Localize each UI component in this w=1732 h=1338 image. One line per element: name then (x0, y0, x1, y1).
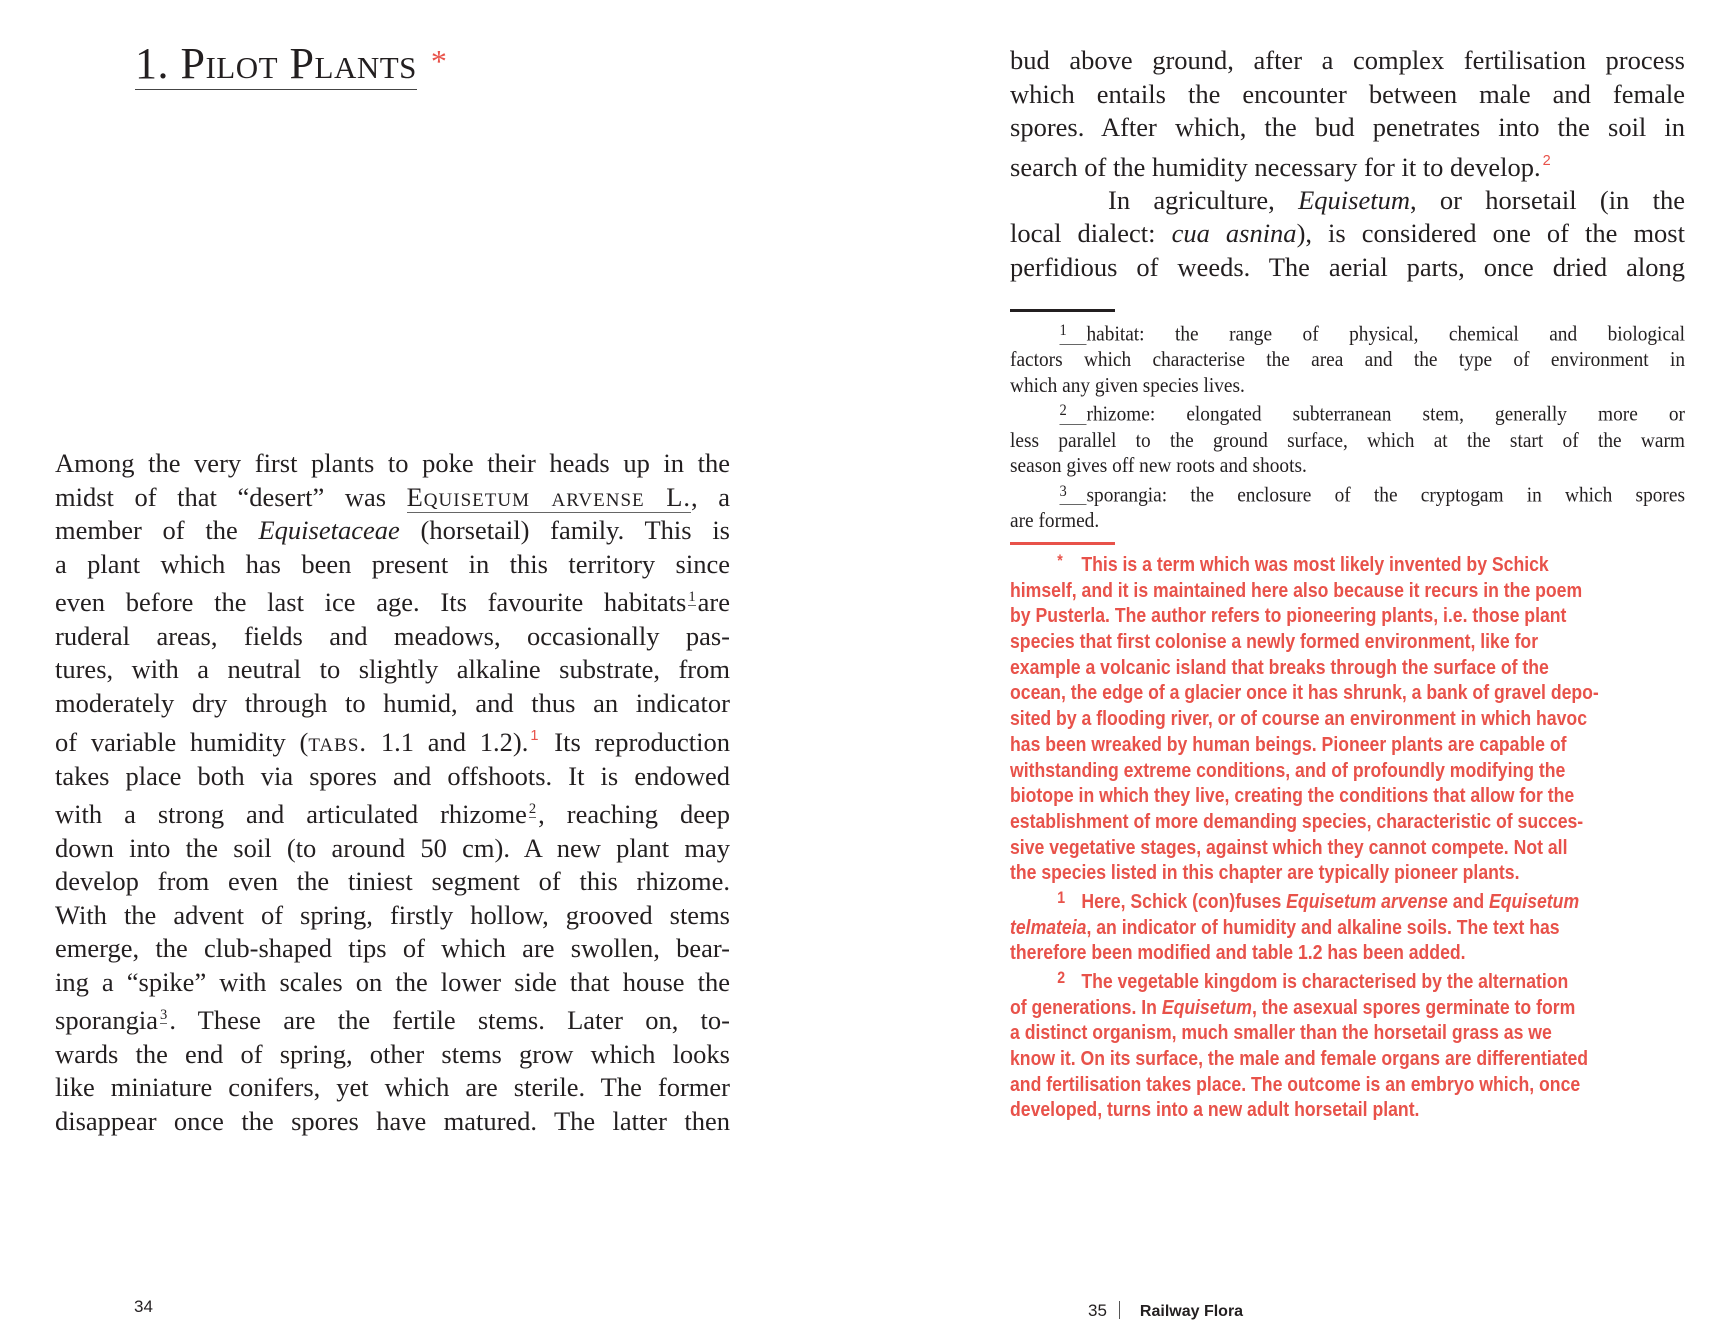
text-line (1010, 835, 1685, 861)
text-segment: disappear once the spores have matured. The latter then (55, 1105, 730, 1136)
text-segment: Equisetum (1298, 184, 1410, 215)
text-segment: and (1447, 889, 1489, 913)
text-line (55, 899, 730, 933)
text-segment: Equisetaceae (258, 515, 400, 545)
text-line (1010, 966, 1685, 995)
text-line (1010, 145, 1685, 184)
text-line (1010, 886, 1685, 915)
editor-note-marker[interactable]: * (430, 43, 448, 79)
text-segment: tures, with a neutral to slightly alkaline substrate, from (55, 654, 730, 685)
text-line (55, 932, 730, 966)
text-line (55, 832, 730, 866)
text-line (55, 447, 730, 481)
text-line (1010, 603, 1685, 629)
text-line (1010, 1072, 1685, 1098)
text-line (1010, 655, 1685, 681)
note-number: * (1057, 552, 1063, 570)
text-segment: , or horsetail (in the (1409, 184, 1685, 215)
text-segment: With the advent of spring, firstly hollow, grooved stems (55, 899, 730, 930)
text-segment: therefore been modified and table 1.2 has been added. (1010, 941, 1466, 965)
note-number: 1 (1060, 318, 1087, 345)
text-segment: midst of that “desert” was (55, 481, 407, 512)
text-line (1010, 251, 1685, 285)
text-line (1010, 44, 1685, 78)
text-line (55, 793, 730, 832)
text-line (1010, 111, 1685, 145)
text-line (1010, 508, 1685, 534)
footnote-ref[interactable]: 3 (160, 1007, 168, 1024)
text-segment: species that first colonise a newly formed environment, like for (1010, 630, 1539, 654)
text-line (1010, 629, 1685, 655)
note-number: 2 (1057, 969, 1066, 988)
footnote-ref[interactable]: 1 (530, 728, 539, 745)
text-line (55, 720, 730, 759)
text-segment: by Pusterla. The author refers to pioneering plants, i.e. those plant (1010, 604, 1567, 628)
chapter-title (135, 38, 447, 89)
text-segment: takes place both via spores and offshoots. It is endowed (55, 760, 730, 791)
text-segment: sporangia (55, 1005, 159, 1036)
text-line (1010, 809, 1685, 835)
page-footer-right (1088, 1301, 1243, 1321)
text-segment: habitat: the range of physical, chemical and biological (1086, 321, 1685, 346)
right-body-text (1010, 44, 1685, 284)
text-segment: and fertilisation takes place. The outcome is an embryo which, once (1010, 1072, 1581, 1096)
footnote-ref[interactable]: 2 (1542, 152, 1551, 169)
text-segment: ), is considered one of the most (1296, 218, 1685, 249)
text-line (1010, 1046, 1685, 1072)
chapter-title-text: 1. Pilot Plants (135, 39, 417, 88)
text-line (1010, 860, 1685, 886)
text-segment: sive vegetative stages, against which they cannot compete. Not all (1010, 835, 1568, 859)
text-line (1010, 549, 1685, 578)
text-segment: local dialect: (1010, 218, 1172, 249)
text-segment: are (697, 587, 730, 618)
text-line (1010, 453, 1685, 479)
text-segment: ing a “spike” with scales on the lower side that house the (55, 966, 730, 997)
text-line (55, 687, 730, 721)
text-line (55, 999, 730, 1038)
text-line (55, 620, 730, 654)
text-segment: a distinct organism, much smaller than the horsetail grass as we (1010, 1021, 1552, 1045)
text-segment: (horsetail) family. This is (399, 515, 730, 545)
text-line (1010, 1020, 1685, 1046)
text-line (55, 1105, 730, 1139)
page-number-left: 34 (134, 1297, 153, 1316)
text-line (1010, 680, 1685, 706)
text-segment: perfidious of weeds. The aerial parts, once dried along (1010, 251, 1685, 282)
text-line (55, 481, 730, 515)
page-number-right: 35 (1088, 1301, 1107, 1320)
text-segment: wards the end of spring, other stems grow which looks (55, 1038, 730, 1069)
text-line (55, 760, 730, 794)
footer-separator (1119, 1301, 1120, 1319)
text-segment: of variable humidity ( (55, 727, 309, 758)
text-line (55, 865, 730, 899)
note-number: 1 (1057, 889, 1066, 908)
footnotes (1010, 318, 1685, 534)
text-line (1010, 732, 1685, 758)
text-line (1010, 940, 1685, 966)
footnote-divider (1010, 309, 1115, 312)
text-segment: has been wreaked by human beings. Pioneer plants are capable of (1010, 732, 1567, 756)
text-segment: with a strong and articulated rhizome (55, 799, 527, 830)
text-line (1010, 1097, 1685, 1123)
text-segment: 1.1 and 1.2). (367, 727, 529, 758)
text-segment: biotope in which they live, creating the conditions that allow for the (1010, 784, 1575, 808)
text-line (55, 1071, 730, 1105)
text-segment: of generations. In (1010, 995, 1162, 1019)
text-segment: are formed. (1010, 508, 1100, 533)
text-segment: down into the soil (to around 50 cm). A new plant may (55, 832, 730, 863)
note-number: 2 (1060, 398, 1087, 425)
text-line (1010, 995, 1685, 1021)
text-segment: , a (691, 481, 730, 512)
text-segment: himself, and it is maintained here also because it recurs in the poem (1010, 578, 1583, 602)
text-segment: The vegetable kingdom is characterised by the alternation (1081, 969, 1569, 993)
text-line (1010, 78, 1685, 112)
text-segment: tabs. (308, 727, 368, 758)
text-segment: know it. On its surface, the male and female organs are differentiated (1010, 1047, 1589, 1071)
text-segment: a plant which has been present in this territory since (55, 548, 730, 579)
text-segment: rhizome: elongated subterranean stem, generally more or (1086, 402, 1685, 427)
text-line (55, 548, 730, 582)
text-segment: member of the (55, 515, 259, 545)
editor-notes (1010, 549, 1685, 1123)
text-segment: Its reproduction (540, 727, 730, 758)
text-line (1010, 347, 1685, 373)
editor-notes-divider (1010, 542, 1115, 545)
text-segment: which entails the encounter between male and female (1010, 78, 1685, 109)
text-segment: sporangia: the enclosure of the cryptogam in which spores (1086, 482, 1685, 507)
text-segment: ocean, the edge of a glacier once it has shrunk, a bank of gravel depo- (1010, 681, 1599, 705)
text-segment: emerge, the club-shaped tips of which are swollen, bear- (55, 933, 730, 964)
text-segment: Among the very first plants to poke their heads up in the (55, 448, 730, 478)
text-segment: bud above ground, after a complex fertilisation process (1010, 45, 1685, 75)
text-segment: the species listed in this chapter are typically pioneer plants. (1010, 861, 1520, 885)
text-segment: even before the last ice age. Its favourite habitats (55, 587, 687, 618)
text-segment: develop from even the tiniest segment of this rhizome. (55, 866, 730, 897)
text-segment: , the asexual spores germinate to form (1251, 995, 1576, 1019)
text-segment: search of the humidity necessary for it to develop. (1010, 151, 1541, 182)
text-line (1010, 373, 1685, 399)
text-line (1010, 428, 1685, 454)
footnote-ref[interactable]: 2 (528, 801, 537, 818)
text-segment: This is a term which was most likely invented by Schick (1081, 552, 1549, 576)
text-line (1010, 783, 1685, 809)
text-segment: factors which characterise the area and the type of environment in (1010, 347, 1685, 372)
text-segment: Equisetum (1488, 889, 1580, 913)
footnote-ref[interactable]: 1 (688, 589, 696, 605)
text-line (1010, 706, 1685, 732)
text-line (55, 653, 730, 687)
text-segment: like miniature conifers, yet which are sterile. The former (55, 1072, 730, 1103)
text-segment: Equisetum arvense L. (406, 481, 692, 512)
text-line (55, 1038, 730, 1072)
text-line (1010, 318, 1685, 347)
text-segment: telmateia (1010, 915, 1087, 939)
text-segment: which any given species lives. (1010, 372, 1245, 397)
text-segment: , reaching deep (538, 799, 730, 830)
text-line (1010, 184, 1685, 218)
text-line (55, 966, 730, 1000)
text-line (1010, 217, 1685, 251)
text-segment: ruderal areas, fields and meadows, occasionally pas- (55, 620, 730, 651)
text-segment: establishment of more demanding species, characteristic of succes- (1010, 809, 1584, 833)
text-line (1010, 398, 1685, 427)
text-line (1010, 758, 1685, 784)
left-body-text (55, 447, 730, 1138)
text-segment: Equisetum arvense (1286, 889, 1448, 913)
text-line (1010, 578, 1685, 604)
text-segment: In agriculture, (1108, 184, 1299, 215)
text-line (55, 514, 730, 548)
text-segment: developed, turns into a new adult horsetail plant. (1010, 1098, 1420, 1122)
text-segment: sited by a flooding river, or of course an environment in which havoc (1010, 707, 1588, 731)
text-segment: Equisetum (1161, 995, 1252, 1019)
text-segment: example a volcanic island that breaks through the surface of the (1010, 655, 1549, 679)
text-segment: Here, Schick (con)fuses (1081, 889, 1287, 913)
text-segment: . These are the fertile stems. Later on, to- (169, 1005, 730, 1036)
text-segment: , an indicator of humidity and alkaline soils. The text has (1086, 915, 1560, 939)
text-segment: withstanding extreme conditions, and of profoundly modifying the (1010, 758, 1566, 782)
text-line (55, 581, 730, 620)
text-segment: season gives off new roots and shoots. (1010, 453, 1307, 478)
text-line (1010, 915, 1685, 941)
text-segment: moderately dry through to humid, and thus an indicator (55, 687, 730, 718)
text-segment: cua asnina (1171, 218, 1297, 249)
text-segment: less parallel to the ground surface, which at the start of the warm (1010, 427, 1685, 452)
running-title: Railway Flora (1139, 1303, 1244, 1320)
note-number: 3 (1060, 479, 1087, 506)
text-line (1010, 479, 1685, 508)
text-segment: spores. After which, the bud penetrates into the soil in (1010, 112, 1685, 142)
